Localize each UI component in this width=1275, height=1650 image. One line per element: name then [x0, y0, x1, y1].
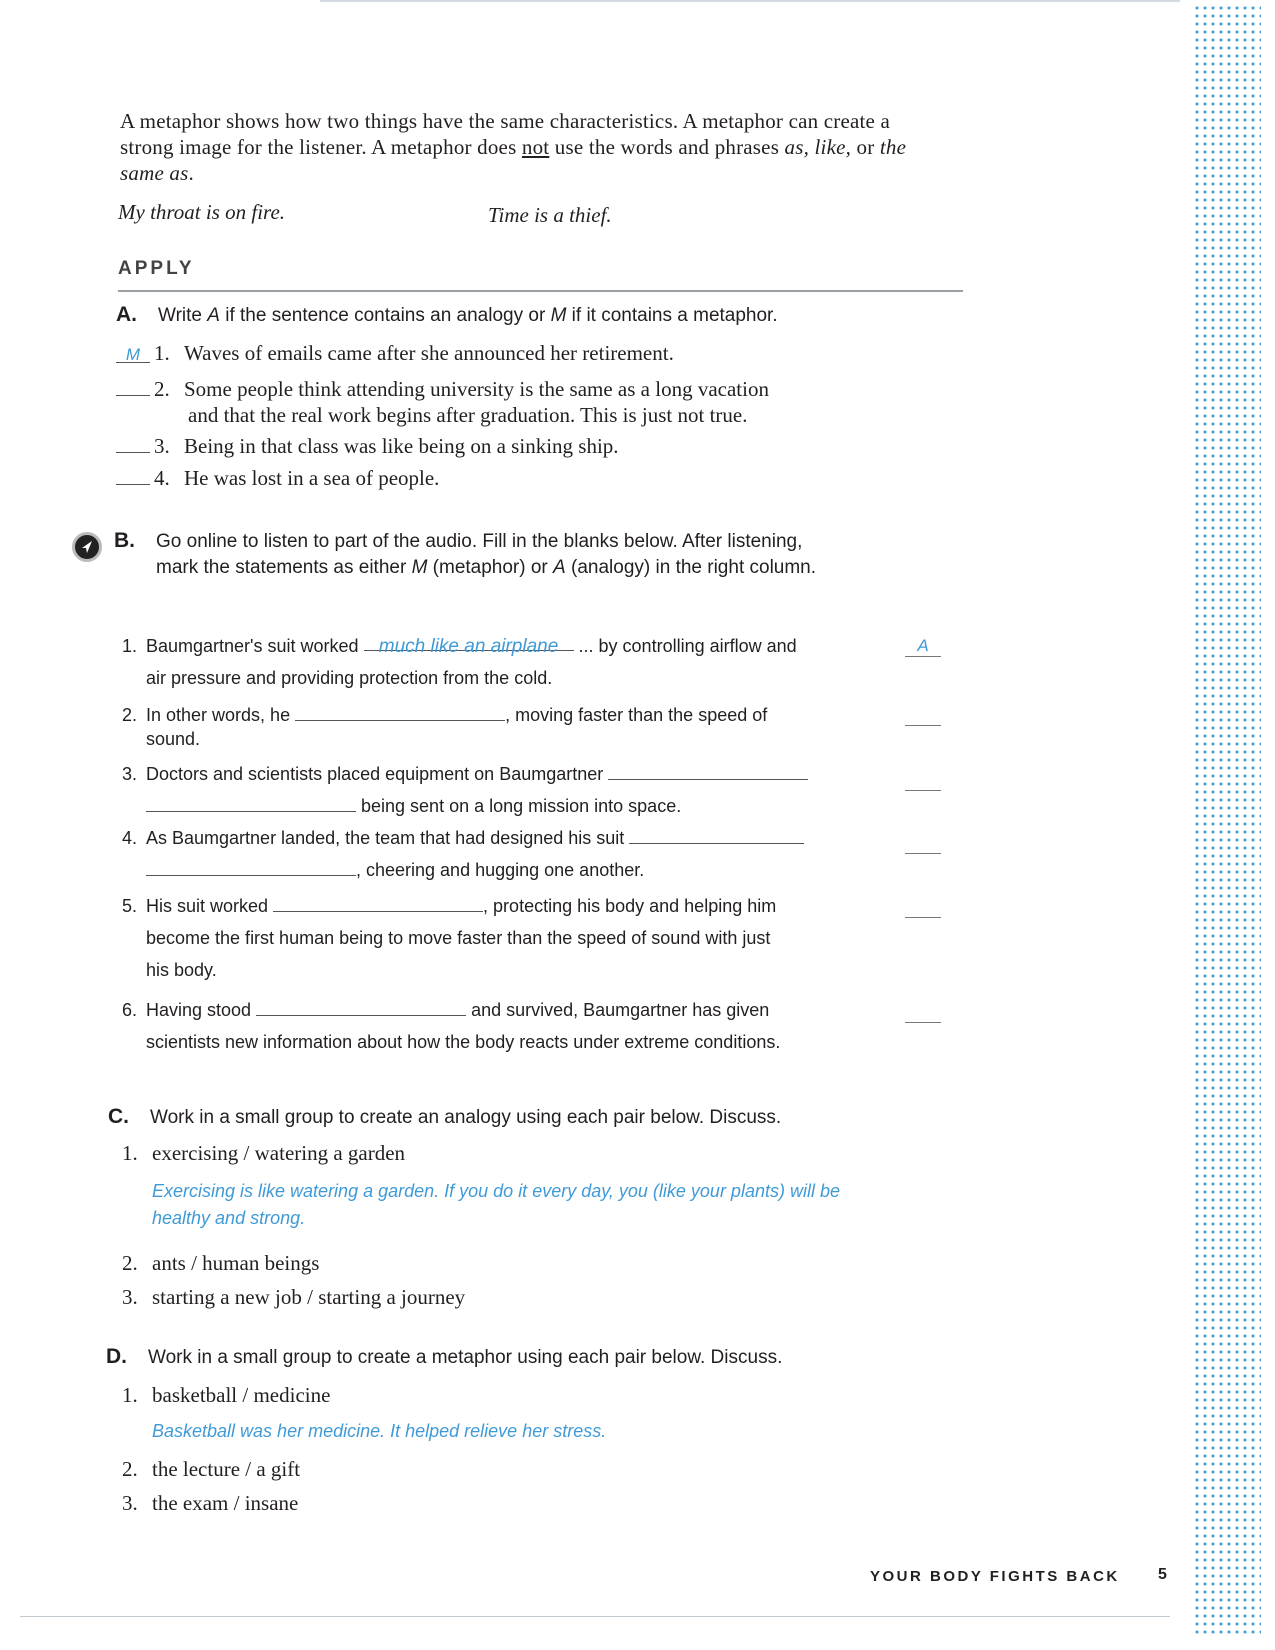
answer-blank[interactable]: M	[116, 340, 150, 363]
metaphor-example-1: My throat is on fire.	[118, 200, 286, 224]
column-answer-blank[interactable]	[905, 770, 941, 791]
section-b-instruction: B. Go online to listen to part of the audio. Fill in the blanks below. After listening, mark the statements as either M (metaphor) or A (analogy) in the right column.	[114, 529, 817, 578]
apply-heading: APPLY	[118, 258, 195, 279]
section-a-item: 2. Some people think attending university is the same as a long vacation and that the real work begins after graduation. This is just not true.	[116, 373, 916, 428]
section-a-item: 4. He was lost in a sea of people.	[116, 462, 916, 491]
section-c-sample-answer: Exercising is like watering a garden. If you do it every day, you (like your plants) will be healthy and strong.	[152, 1181, 840, 1228]
section-a-item: M 1. Waves of emails came after she announced her retirement.	[116, 340, 916, 366]
section-d-instruction: D. Work in a small group to create a metaphor using each pair below. Discuss.	[106, 1345, 783, 1368]
section-a-letter: A.	[116, 303, 137, 326]
section-b-item: 1. Baumgartner's suit worked much like an airplane ... by controlling airflow and air pressure and providing protection from the cold.	[122, 630, 882, 694]
fill-blank[interactable]: much like an airplane	[364, 630, 574, 651]
fill-blank[interactable]	[256, 995, 466, 1016]
section-b-letter: B.	[114, 529, 135, 552]
audio-online-icon[interactable]	[72, 532, 102, 562]
unit-title-footer: YOUR BODY FIGHTS BACK	[870, 1568, 1120, 1585]
section-c-item: 1. exercising / watering a garden	[122, 1141, 406, 1165]
section-d-sample-answer: Basketball was her medicine. It helped relieve her stress.	[152, 1421, 607, 1441]
answer-blank[interactable]	[116, 373, 150, 396]
column-answer-blank[interactable]	[905, 833, 941, 854]
metaphor-definition: A metaphor shows how two things have the same characteristics. A metaphor can create a strong image for the listener. A metaphor does not use the words and phrases as, like, or the same as.	[120, 109, 907, 185]
section-b-item: 6. Having stood and survived, Baumgartner has given scientists new information about how the body reacts under extreme conditions.	[122, 994, 882, 1058]
column-answer-blank[interactable]	[905, 705, 941, 726]
section-d-item: 3. the exam / insane	[122, 1491, 299, 1515]
page-number: 5	[1158, 1566, 1167, 1583]
section-b-item: 2. In other words, he , moving faster than the speed of sound.	[122, 700, 882, 751]
fill-blank-continued[interactable]	[146, 791, 356, 812]
column-answer-blank[interactable]	[905, 1002, 941, 1023]
top-edge-rule	[320, 0, 1180, 2]
section-b-item: 3. Doctors and scientists placed equipment on Baumgartner being sent on a long mission into space.	[122, 758, 882, 822]
section-c-instruction: C. Work in a small group to create an analogy using each pair below. Discuss.	[108, 1105, 782, 1128]
section-c-item: 2. ants / human beings	[122, 1251, 320, 1275]
fill-blank[interactable]	[295, 700, 505, 721]
decorative-dot-pattern	[1193, 4, 1261, 1634]
section-b-item: 5. His suit worked , protecting his body and helping him become the first human being to move faster than the speed of sound with just his body.	[122, 890, 882, 986]
answer-blank[interactable]	[116, 462, 150, 485]
fill-blank[interactable]	[273, 891, 483, 912]
section-c-letter: C.	[108, 1105, 129, 1128]
answer-blank[interactable]	[116, 430, 150, 453]
section-a-item: 3. Being in that class was like being on a sinking ship.	[116, 430, 916, 459]
section-d-item: 2. the lecture / a gift	[122, 1457, 301, 1481]
section-c-item: 3. starting a new job / starting a journey	[122, 1285, 466, 1309]
fill-blank[interactable]	[629, 823, 804, 844]
apply-divider	[118, 290, 963, 292]
section-d-item: 1. basketball / medicine	[122, 1383, 331, 1407]
column-answer-blank[interactable]	[905, 897, 941, 918]
metaphor-example-2: Time is a thief.	[488, 203, 612, 227]
column-answer-blank[interactable]: A	[905, 636, 941, 657]
bottom-edge-rule	[20, 1616, 1170, 1617]
section-b-item: 4. As Baumgartner landed, the team that had designed his suit , cheering and hugging one another.	[122, 822, 882, 886]
fill-blank[interactable]	[608, 759, 808, 780]
emphasis-not: not	[521, 135, 550, 159]
section-a-instruction: A. Write A if the sentence contains an analogy or M if it contains a metaphor.	[116, 303, 778, 326]
section-d-letter: D.	[106, 1345, 127, 1368]
fill-blank-continued[interactable]	[146, 855, 356, 876]
paper-plane-icon	[79, 539, 95, 555]
